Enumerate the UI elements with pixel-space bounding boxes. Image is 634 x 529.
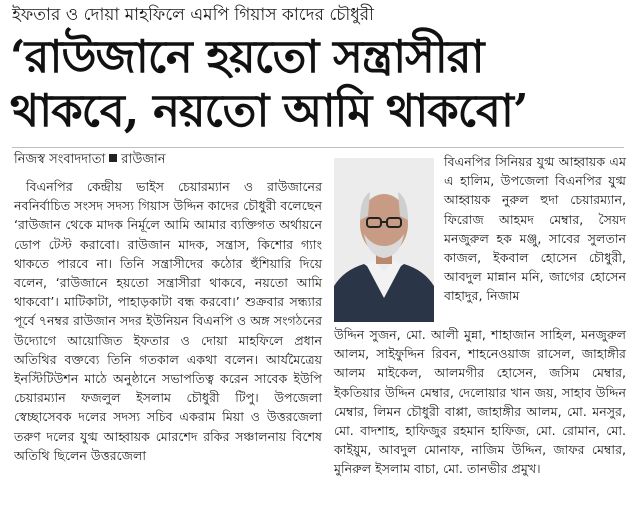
article-kicker: ইফতার ও দোয়া মাহফিলে এমপি গিয়াস কাদের চৌধুরী xyxy=(12,5,374,25)
body-column-right-bottom xyxy=(334,325,626,479)
headline-line-1: ‘রাউজানে হয়তো সন্ত্রাসীরা xyxy=(10,30,484,83)
body-paragraph-right-bottom: উদ্দিন সুজন, মো. আলী মুন্না, শাহাজান সাহিল, মনজুরুল আলম, সাইফুদ্দিন রিবন, শাহনেওয়াজ রাসেল, জাহাঙ্গীর আলম মাইকেল, আলমগীর হোসেন, জসিম মেম্বার, ইকতিয়ার উদ্দিন মেম্বার, দেলোয়ার খান জয়, সাহাব উদ্দিন মেম্বার, লিমন চৌধুরী বাপ্পা, জাহাঙ্গীর আলম, মো. মনসুর, মো. বাদশাহ, হাফিজুর রহমান হাফিজ, মো. রোমান, মো. কাইয়ুম, আবদুল মোনাফ, নাজিম উদ্দিন, জাফর মেম্বার, মুনিরুল ইসলাম বাচা, মো. তানভীর প্রমুখ। xyxy=(334,327,626,477)
square-bullet-icon xyxy=(109,154,117,162)
portrait-photo xyxy=(334,158,434,322)
byline-reporter: নিজস্ব সংবাদদাতা xyxy=(14,152,106,167)
body-paragraph-right-top: বিএনপির সিনিয়র যুগ্ম আহ্বায়ক এম এ হালিম, উপজেলা বিএনপির যুগ্ম আহ্বায়ক নুরুল হুদা চেয়ারম্যান, ফিরোজ আহমদ মেম্বার, সৈয়দ মনজুরুল হক মঞ্জু, সাবের সুলতান কাজল, ইকবাল হোসেন চৌধুরী, আবদুল মান্নান মনি, জাগের হোসেন বাহাদুর, নিজাম xyxy=(444,154,626,304)
article-headline xyxy=(10,30,626,138)
headline-divider xyxy=(12,147,624,148)
byline xyxy=(14,151,166,169)
body-column-right-top xyxy=(444,152,626,306)
body-column-left xyxy=(14,177,322,465)
byline-location: রাউজান xyxy=(121,152,166,167)
headline-line-2: থাকবে, নয়তো আমি থাকবো’ xyxy=(10,84,528,137)
portrait-illustration xyxy=(334,158,434,322)
body-paragraph-left: বিএনপির কেন্দ্রীয় ভাইস চেয়ারম্যান ও রাউজানের নবনির্বাচিত সংসদ সদস্য গিয়াস উদ্দিন কাদের চৌধুরী বলেছেন ‘রাউজান থেকে মাদক নির্মূলে আমি আমার ব্যক্তিগত অর্থায়নে ডোপ টেস্ট করাবো। রাউজান মাদক, সন্ত্রাস, কিশোর গ্যাং থাকতে পারবে না। তিনি সন্ত্রাসীদের কঠোর হুঁশিয়ারি দিয়ে বলেন, ‘রাউজানে হয়তো সন্ত্রাসীরা থাকবে, নয়তো আমি থাকবো’। মাটিকাটা, পাহাড়কাটা বন্ধ করবো।’ শুক্রবার সন্ধ্যার পূর্বে ৭নম্বর রাউজান সদর ইউনিয়ন বিএনপি ও অঙ্গ সংগঠনের উদ্যোগে আয়োজিত ইফতার ও দোয়া মাহফিলে প্রধান অতিথির বক্তব্যে তিনি গতকাল একথা বলেন। আর্যমৈত্রেয় ইনস্টিটিউশন মাঠে অনুষ্ঠানে সভাপতিত্ব করেন সাবেক ইউপি চেয়ারম্যান ফজলুল ইসলাম চৌধুরী টিপু। উপজেলা স্বেচ্ছাসেবক দলের সদস্য সচিব একরাম মিয়া ও উত্তরজেলা তরুণ দলের যুগ্ম আহ্বায়ক মোরশেদ রকির সঞ্চালনায় বিশেষ অতিথি ছিলেন উত্তরজেলা xyxy=(14,179,322,463)
